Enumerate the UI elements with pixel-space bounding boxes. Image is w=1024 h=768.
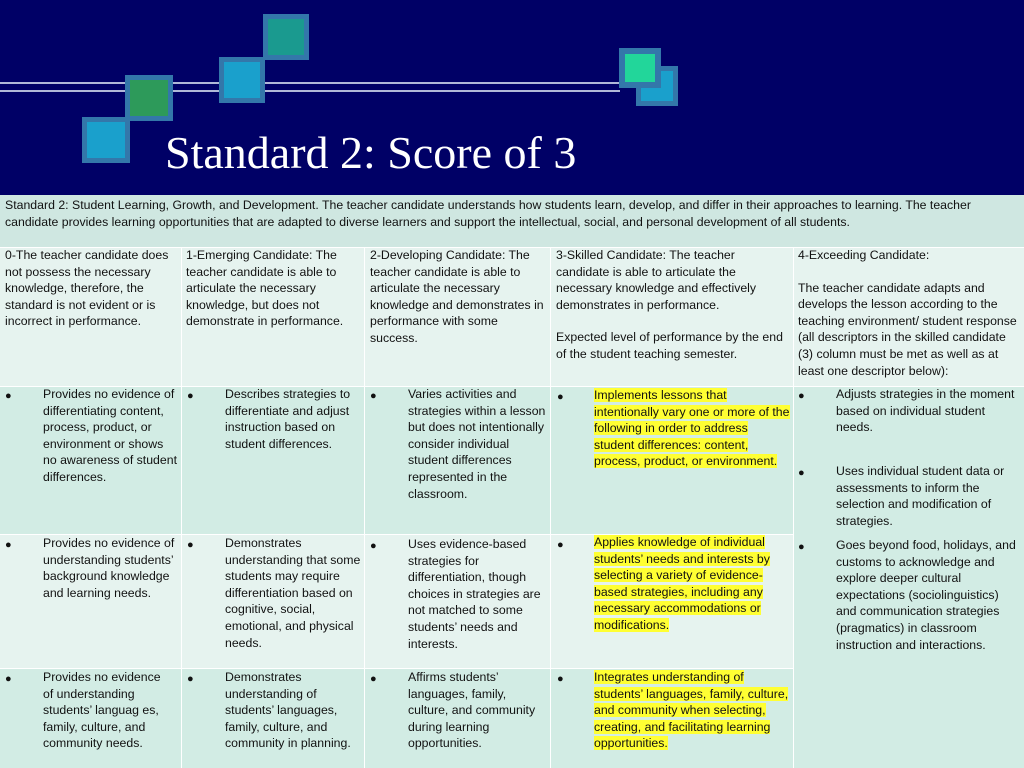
- header-note: The teacher candidate adapts and develops the lesson according to the teaching environment/ student response (all descriptors in the skilled candidate (3) column must be met as well as at least one descriptor below):: [798, 280, 1017, 378]
- bullet-icon: ●: [798, 541, 805, 553]
- decorative-line: [0, 82, 620, 84]
- slide-header: [0, 0, 1024, 195]
- rubric-cell: [0, 534, 182, 668]
- descriptor-text: Provides no evidence of understanding students’ background knowledge and learning needs.: [43, 536, 175, 600]
- highlighted-text: Applies knowledge of individual students’ needs and interests by selecting a variety of evidence-based strategies, including any necessary accommodations or modifications.: [594, 535, 770, 632]
- descriptor-text: Varies activities and strategies within a lesson but does not intentionally consider individual student differences represented in the classroom.: [408, 387, 546, 501]
- header-cell-score-2: [365, 247, 551, 386]
- rubric-cell: [182, 386, 365, 534]
- bullet-icon: ●: [798, 390, 805, 402]
- header-cell-score-3: [551, 247, 794, 386]
- bullet-icon: ●: [187, 673, 194, 685]
- descriptor-text: Provides no evidence of understanding students’ languag es, family, culture, and community needs.: [43, 670, 161, 751]
- rubric-cell: [365, 534, 551, 668]
- decorative-square-icon: [268, 19, 304, 55]
- descriptor-text: Demonstrates understanding that some students may require differentiation based on cognitive, social, emotional, and physical needs.: [225, 536, 361, 650]
- bullet-icon: ●: [187, 539, 194, 551]
- descriptor-text: Describes strategies to differentiate and adjust instruction based on student differences.: [225, 387, 351, 451]
- bullet-icon: ●: [557, 391, 564, 403]
- bullet-icon: ●: [370, 390, 377, 402]
- bullet-icon: ●: [370, 540, 377, 552]
- rubric-cell: [0, 668, 182, 768]
- rubric-table: [0, 195, 1024, 768]
- row-divider: [0, 668, 794, 669]
- descriptor-text: Uses individual student data or assessments to inform the selection and modification of strategies.: [836, 464, 1005, 528]
- descriptor-text: [594, 669, 790, 752]
- rubric-cell: [794, 464, 1024, 768]
- bullet-icon: ●: [370, 673, 377, 685]
- header-text: 1-Emerging Candidate: The teacher candidate is able to articulate the necessary knowledge, but does not demonstrate in performance.: [186, 248, 344, 329]
- descriptor-text: Uses evidence-based strategies for differentiation, though choices in strategies are not matched to some students’ needs and interests.: [408, 537, 541, 651]
- descriptor-text: Provides no evidence of differentiating content, process, product, or environment or shows no awareness of student differences.: [43, 387, 177, 484]
- header-text: 3-Skilled Candidate: The teacher candidate is able to articulate the necessary knowledge and effectively demonstrates in performance.: [556, 248, 757, 312]
- rubric-cell: [365, 668, 551, 768]
- bullet-icon: ●: [5, 390, 12, 402]
- descriptor-text: Goes beyond food, holidays, and customs to acknowledge and explore deeper cultural expectations (sociolinguistics) and communication strategies (pragmatics) in classroom instruction and interactions.: [836, 538, 1016, 652]
- header-cell-score-0: [0, 247, 182, 386]
- bullet-icon: ●: [5, 539, 12, 551]
- bullet-icon: ●: [557, 539, 564, 551]
- decorative-square-icon: [224, 62, 260, 98]
- rubric-cell: [365, 386, 551, 534]
- bullet-icon: ●: [798, 467, 805, 479]
- descriptor-text: Affirms students’ languages, family, culture, and community during learning opportunities.: [408, 670, 536, 751]
- row-divider: [0, 534, 794, 535]
- standard-description: Standard 2: Student Learning, Growth, and Development. The teacher candidate understands how students learn, develop, and differ in their approaches to learning. The teacher candidate provides learning opportunities that are adapted to diverse learners and support the intellectual, social, and personal development of all students.: [0, 195, 1024, 247]
- slide-title: Standard 2: Score of 3: [165, 127, 577, 178]
- bullet-icon: ●: [557, 673, 564, 685]
- highlighted-text: Integrates understanding of students’ languages, family, culture, and community when selecting, creating, and facilitating learning opportunities.: [594, 670, 789, 751]
- rubric-cell: [182, 668, 365, 768]
- bullet-icon: ●: [5, 673, 12, 685]
- rubric-cell: [182, 534, 365, 668]
- header-text: 0-The teacher candidate does not possess the necessary knowledge, therefore, the standard is not evident or is incorrect in performance.: [5, 248, 169, 329]
- header-cell-score-4: [794, 247, 1024, 386]
- descriptor-text: Demonstrates understanding of students’ languages, family, culture, and community in planning.: [225, 670, 351, 751]
- header-text: 2-Developing Candidate: The teacher candidate is able to articulate the necessary knowledge and demonstrates in performance with some success.: [370, 248, 544, 345]
- header-cell-score-1: [182, 247, 365, 386]
- decorative-square-icon: [625, 54, 655, 82]
- rubric-cell: [551, 668, 794, 768]
- highlighted-text: Implements lessons that intentionally vary one or more of the following in order to address student differences: content, process, product, or environment.: [594, 388, 790, 469]
- rubric-cell: [551, 534, 794, 668]
- header-text: 4-Exceeding Candidate:: [798, 248, 930, 262]
- descriptor-text: Adjusts strategies in the moment based on individual student needs.: [836, 387, 1015, 435]
- decorative-square-icon: [87, 122, 125, 158]
- descriptor-text: [594, 534, 786, 634]
- row-divider: [0, 247, 1024, 248]
- header-note: Expected level of performance by the end of the student teaching semester.: [556, 330, 783, 361]
- bullet-icon: ●: [187, 390, 194, 402]
- rubric-cell: [551, 386, 794, 534]
- decorative-square-icon: [130, 80, 168, 116]
- rubric-cell: [0, 386, 182, 534]
- row-divider: [0, 386, 1024, 387]
- decorative-line: [0, 90, 620, 92]
- descriptor-text: [594, 387, 790, 470]
